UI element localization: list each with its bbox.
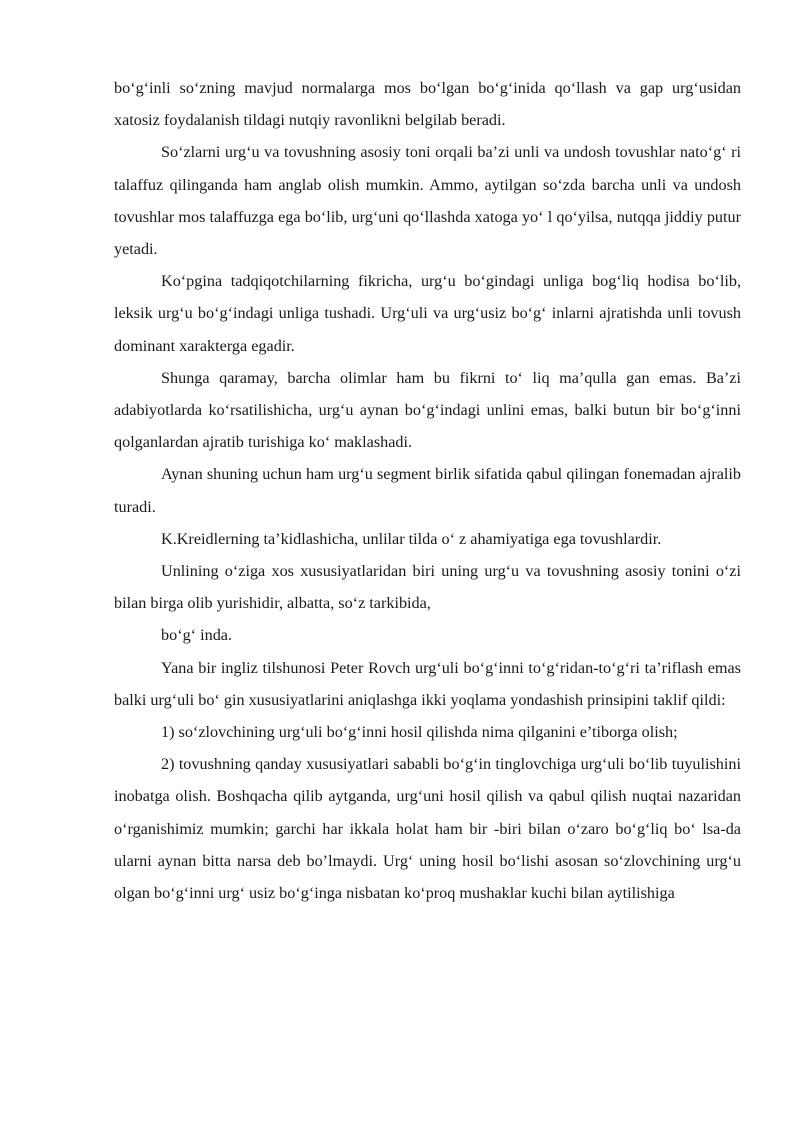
paragraph-10: 1) so‘zlovchining urg‘uli bo‘g‘inni hosil qilishda nima qilganini e’tiborga olish; (161, 723, 678, 742)
paragraph-5: Aynan shuning uchun ham urg‘u segment birlik sifatida qabul qilingan fonemadan ajralib turadi. (114, 465, 741, 516)
paragraph-1: bo‘g‘inli so‘zning mavjud normalarga mos bo‘lgan bo‘g‘inida qo‘llash va gap urg‘usidan xatosiz foydalanish tildagi nutqiy ravonlikni belgilab beradi. (114, 79, 741, 130)
paragraph-3: Ko‘pgina tadqiqotchilarning fikricha, urg‘u bo‘gindagi unliga bog‘liq hodisa bo‘lib, leksik urg‘u bo‘g‘indagi unliga tushadi. Urg‘uli va urg‘usiz bo‘g‘ inlarni ajratishda unli tovush dominant xarakterga egadir. (114, 272, 741, 355)
paragraph-8: bo‘g‘ inda. (161, 626, 233, 645)
document-page (114, 72, 741, 909)
paragraph-7: Unlining o‘ziga xos xususiyatlaridan biri uning urg‘u va tovushning asosiy tonini o‘zi bilan birga olib yurishidir, albatta, so‘z tarkibida, (114, 562, 741, 613)
paragraph-2: So‘zlarni urg‘u va tovushning asosiy toni orqali ba’zi unli va undosh tovushlar nato‘g‘ ri talaffuz qilinganda ham anglab olish mumkin. Ammo, aytilgan so‘zda barcha unli va undosh tovushlar mos talaffuzga ega bo‘lib, urg‘uni qo‘llashda xatoga yo‘ l qo‘yilsa, nutqqa jiddiy putur yetadi. (114, 143, 741, 259)
paragraph-11: 2) tovushning qanday xususiyatlari sababli bo‘g‘in tinglovchiga urg‘uli bo‘lib tuyulishini inobatga olish. Boshqacha qilib aytganda, urg‘uni hosil qilish va qabul qilish nuqtai nazaridan o‘rganishimiz mumkin; garchi har ikkala holat ham bir -biri bilan o‘zaro bo‘g‘liq bo‘ lsa-da ularni aynan bitta narsa deb bo’lmaydi. Urg‘ uning hosil bo‘lishi asosan so‘zlovchining urg‘u olgan bo‘g‘inni urg‘ usiz bo‘g‘inga nisbatan ko‘proq mushaklar kuchi bilan aytilishiga (114, 755, 741, 903)
paragraph-9: Yana bir ingliz tilshunosi Peter Rovch urg‘uli bo‘g‘inni to‘g‘ridan-to‘g‘ri ta’riflash emas balki urg‘uli bo‘ gin xususiyatlarini aniqlashga ikki yoqlama yondashish prinsipini taklif qildi: (114, 658, 741, 709)
paragraph-6: K.Kreidlerning ta’kidlashicha, unlilar tilda o‘ z ahamiyatiga ega tovushlardir. (161, 529, 662, 548)
paragraph-4: Shunga qaramay, barcha olimlar ham bu fikrni to‘ liq ma’qulla gan emas. Ba’zi adabiyotlarda ko‘rsatilishicha, urg‘u aynan bo‘g‘indagi unlini emas, balki butun bir bo‘g‘inni qolganlardan ajratib turishiga ko‘ maklashadi. (114, 368, 741, 452)
